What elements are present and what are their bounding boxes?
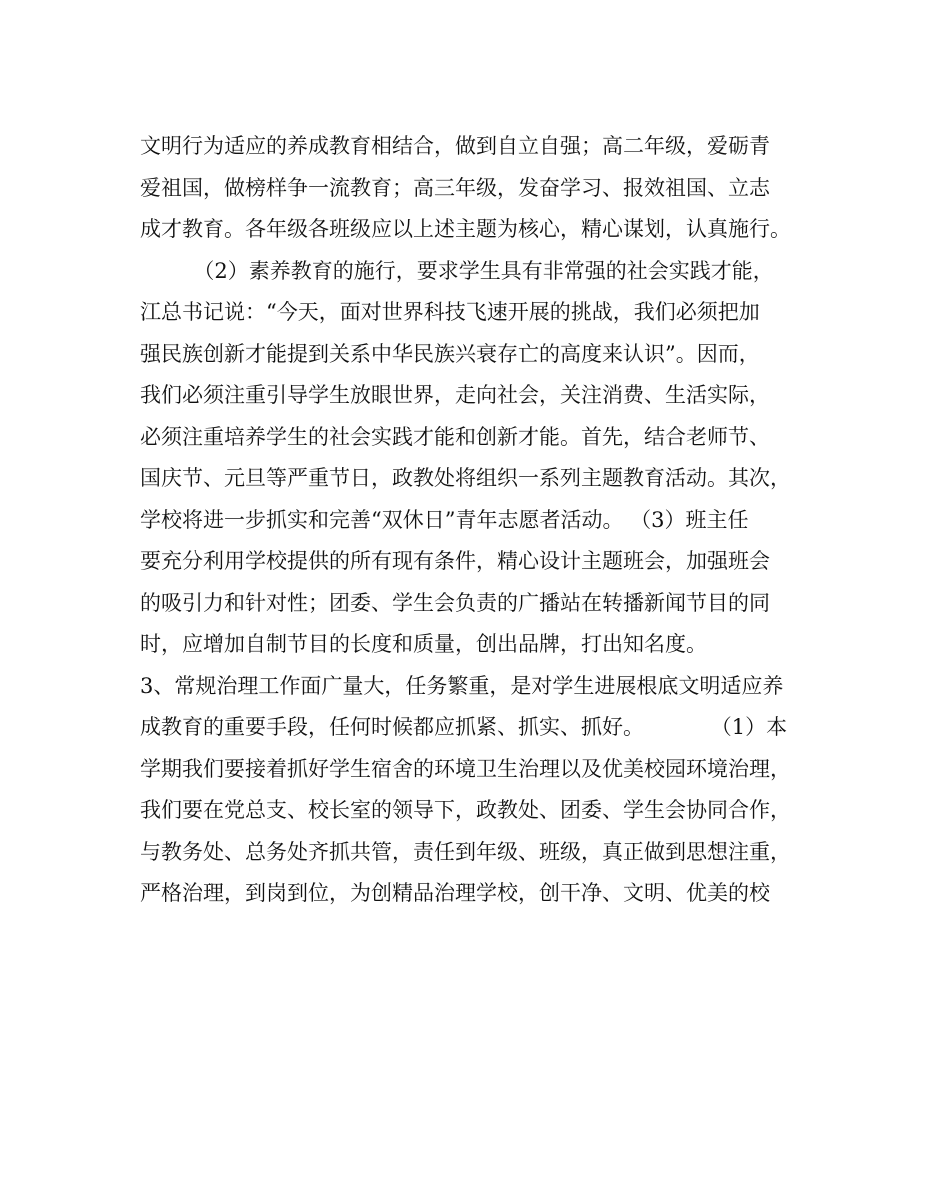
text-line: 的吸引力和针对性；团委、学生会负责的广播站在转播新闻节目的同 (140, 590, 770, 615)
text-line: （2）素养教育的施行，要求学生具有非常强的社会实践才能， (140, 258, 774, 283)
text-line: 我们必须注重引导学生放眼世界，走向社会，关注消费、生活实际， (140, 383, 770, 407)
text-line: 爱祖国，做榜样争一流教育；高三年级，发奋学习、报效祖国、立志 (140, 175, 770, 200)
text-line: 学期我们要接着抓好学生宿舍的环境卫生治理以及优美校园环境治理， (140, 756, 791, 781)
text-line: 学校将进一步抓实和完善“双休日”青年志愿者活动。 （3）班主任 (140, 507, 749, 532)
text-line: 江总书记说：“今天，面对世界科技飞速开展的挑战，我们必须把加 (140, 300, 760, 324)
text-line: 成教育的重要手段，任何时候都应抓紧、抓实、抓好。 （1）本 (140, 715, 788, 739)
text-line: 强民族创新才能提到关系中华民族兴衰存亡的高度来认识”。因而， (140, 341, 760, 366)
text-line: 时，应增加自制节目的长度和质量，创出品牌，打出知名度。 (140, 632, 707, 656)
text-line: 3、常规治理工作面广量大，任务繁重，是对学生进展根底文明适应养 (140, 673, 784, 698)
text-line: 要充分利用学校提供的所有现有条件，精心设计主题班会，加强班会 (140, 549, 770, 573)
text-line: 我们要在党总支、校长室的领导下，政教处、团委、学生会协同合作， (140, 798, 791, 822)
text-line: 成才教育。各年级各班级应以上述主题为核心，精心谋划，认真施行。 (140, 217, 791, 241)
body-text (140, 126, 820, 915)
text-line: 文明行为适应的养成教育相结合，做到自立自强；高二年级，爱砺青 (140, 134, 770, 158)
text-line: 严格治理，到岗到位，为创精品治理学校，创干净、文明、优美的校 (140, 881, 770, 905)
text-line: 国庆节、元旦等严重节日，政教处将组织一系列主题教育活动。其次， (140, 466, 791, 490)
text-line: 必须注重培养学生的社会实践才能和创新才能。首先，结合老师节、 (140, 424, 770, 449)
text-line: 与教务处、总务处齐抓共管，责任到年级、班级，真正做到思想注重， (140, 839, 791, 864)
